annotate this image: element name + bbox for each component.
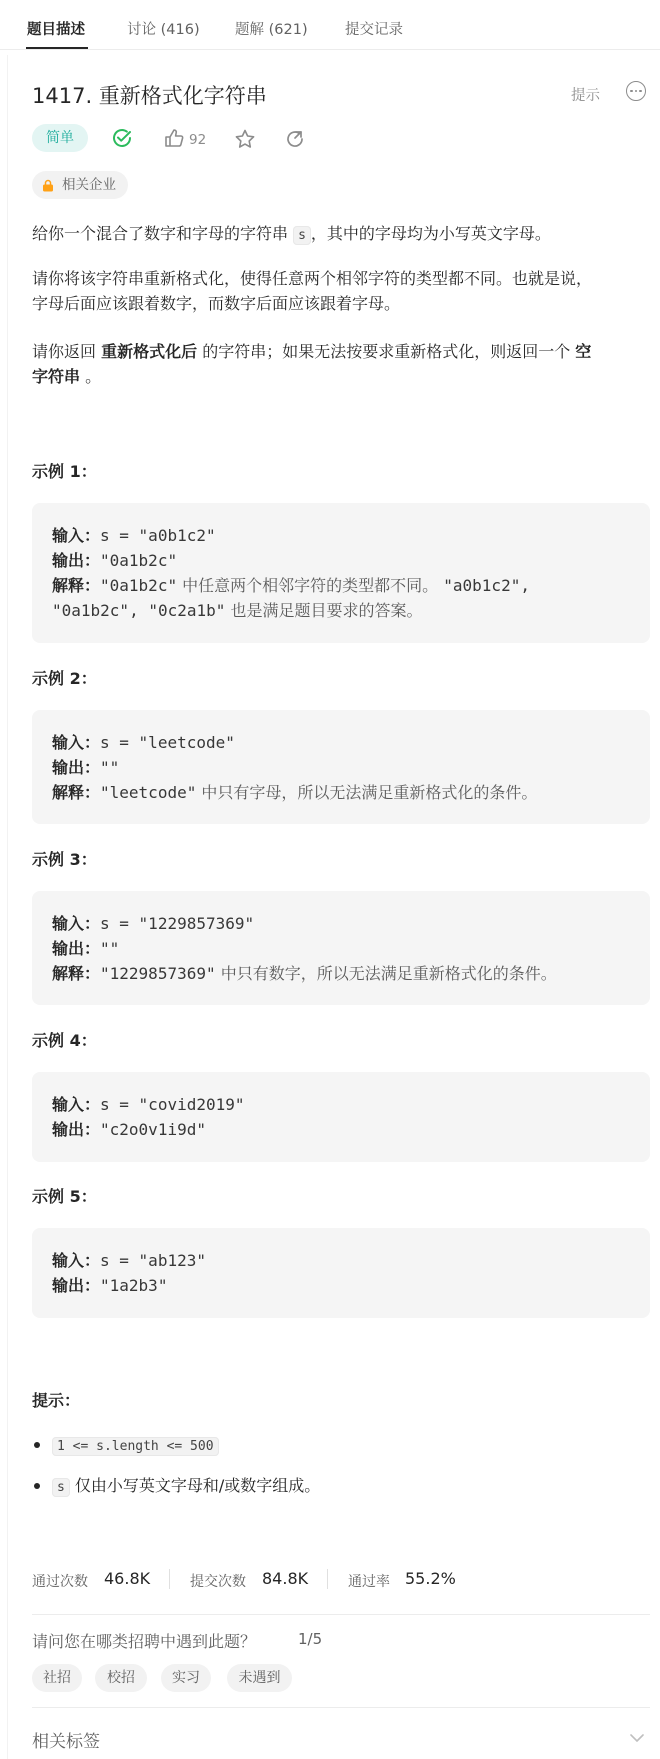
divider xyxy=(32,1614,650,1615)
tab-solutions[interactable]: 题解 (621) xyxy=(235,22,308,38)
description-paragraph-1: 给你一个混合了数字和字母的字符串 s ，其中的字母均为小写英文字母。 xyxy=(32,224,551,243)
acceptance-rate-label: 通过率 xyxy=(348,1574,390,1590)
left-edge-strip xyxy=(0,55,8,1759)
hint-button[interactable]: 提示 xyxy=(571,88,600,104)
stat-divider xyxy=(169,1569,170,1589)
active-tab-indicator xyxy=(26,47,88,49)
example-1-block: 输入：s = "a0b1c2" 输出："0a1b2c" 解释："0a1b2c" 中任意两个相邻字符的类型都不同。 "a0b1c2", "0a1b2c", "0c2a1b" 也是满足题目要求的答案。 xyxy=(32,503,650,643)
bullet xyxy=(34,1483,40,1489)
tab-description[interactable]: 题目描述 xyxy=(27,22,85,38)
example-1-title: 示例 1： xyxy=(32,462,97,481)
constraint-2: s 仅由小写英文字母和/或数字组成。 xyxy=(52,1473,650,1500)
more-icon[interactable] xyxy=(626,81,646,101)
bullet xyxy=(34,1442,40,1448)
lock-icon xyxy=(42,179,54,192)
constraints-title: 提示： xyxy=(32,1391,81,1410)
example-4-title: 示例 4： xyxy=(32,1031,97,1050)
survey-option-not-encountered[interactable]: 未遇到 xyxy=(227,1664,292,1692)
like-count: 92 xyxy=(189,132,207,148)
example-4-block: 输入：s = "covid2019" 输出："c2o0v1i9d" xyxy=(32,1072,650,1162)
related-companies-tag[interactable] xyxy=(32,171,128,199)
related-tags-toggle[interactable]: 相关标签 xyxy=(32,1732,100,1752)
submissions-value: 84.8K xyxy=(262,1569,309,1588)
example-3-title: 示例 3： xyxy=(32,850,97,869)
survey-option-campus[interactable]: 校招 xyxy=(95,1664,147,1692)
example-5-title: 示例 5： xyxy=(32,1187,97,1206)
submissions-label: 提交次数 xyxy=(190,1574,246,1590)
problem-title: 1417. 重新格式化字符串 xyxy=(32,84,267,108)
example-2-block: 输入：s = "leetcode" 输出："" 解释："leetcode" 中只有字母，所以无法满足重新格式化的条件。 xyxy=(32,710,650,824)
survey-option-intern[interactable]: 实习 xyxy=(161,1664,211,1692)
description-paragraph-2: 请你将该字符串重新格式化，使得任意两个相邻字符的类型都不同。也就是说， 字母后面应该跟着数字，而数字后面应该跟着字母。 xyxy=(32,269,593,313)
star-icon[interactable] xyxy=(233,127,257,151)
stat-divider xyxy=(327,1569,328,1589)
tab-discussion[interactable]: 讨论 (416) xyxy=(127,22,200,38)
survey-progress: 1/5 xyxy=(298,1630,323,1648)
thumb-up-icon[interactable] xyxy=(162,126,186,150)
acceptance-rate-value: 55.2% xyxy=(405,1569,456,1588)
divider xyxy=(32,1707,650,1708)
constraint-1: 1 <= s.length <= 500 xyxy=(52,1432,650,1459)
chevron-down-icon[interactable] xyxy=(628,1729,646,1747)
accepted-value: 46.8K xyxy=(104,1569,151,1588)
example-2-title: 示例 2： xyxy=(32,669,97,688)
related-companies-label: 相关企业 xyxy=(62,177,116,193)
survey-question: 请问您在哪类招聘中遇到此题？ xyxy=(32,1632,257,1651)
example-3-block: 输入：s = "1229857369" 输出："" 解释："1229857369" 中只有数字，所以无法满足重新格式化的条件。 xyxy=(32,891,650,1005)
example-5-block: 输入：s = "ab123" 输出："1a2b3" xyxy=(32,1228,650,1318)
accepted-label: 通过次数 xyxy=(32,1574,88,1590)
share-icon[interactable] xyxy=(283,127,307,151)
tab-bar xyxy=(0,0,660,50)
tab-submissions[interactable]: 提交记录 xyxy=(345,22,403,38)
difficulty-badge: 简单 xyxy=(32,124,88,152)
survey-option-social[interactable]: 社招 xyxy=(32,1664,82,1692)
description-paragraph-3: 请你返回 重新格式化后 的字符串；如果无法按要求重新格式化，则返回一个 空 字符串 。 xyxy=(32,342,592,386)
check-circle-icon xyxy=(111,127,133,149)
